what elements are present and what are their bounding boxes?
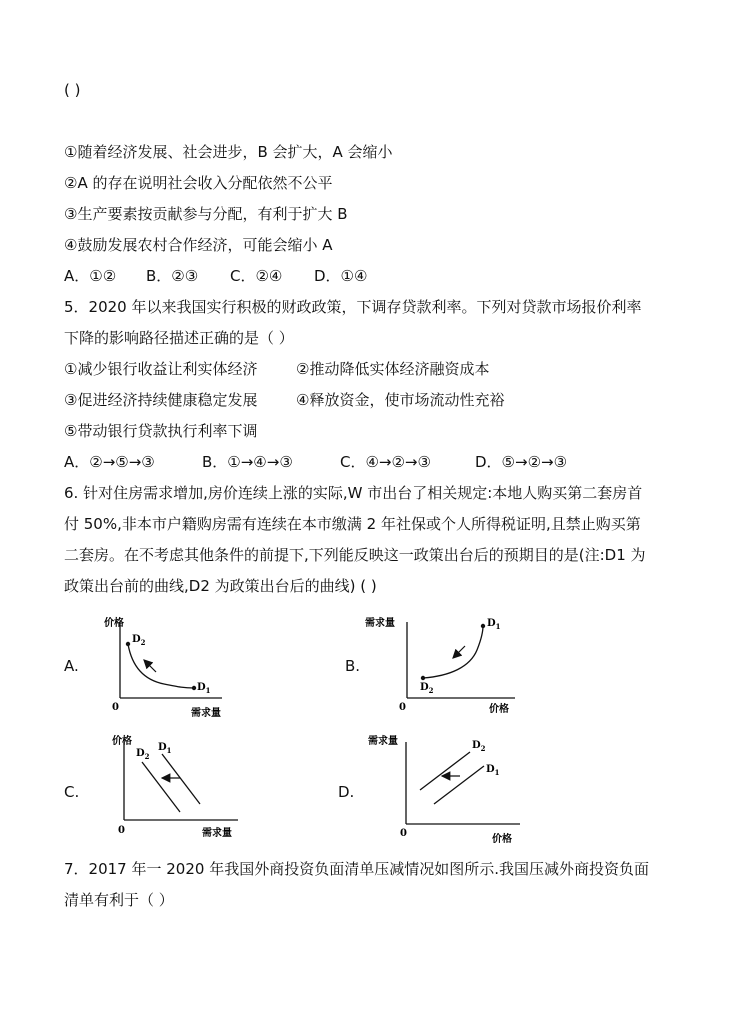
q5-item-2: ②推动降低实体经济融资成本 [296, 360, 490, 378]
q4-option-d: D．①④ [314, 267, 368, 285]
q4-item-2: ②A 的存在说明社会收入分配依然不公平 [64, 174, 333, 192]
q5-item-3: ③促进经济持续健康稳定发展 [64, 391, 258, 409]
graph-a-curve [128, 644, 194, 688]
graph-c-x-label: 需求量 [202, 828, 232, 839]
q4-item-3: ③生产要素按贡献参与分配，有利于扩大 B [64, 205, 348, 223]
q6-stem-line-2: 付 50%,非本市户籍购房需有连续在本市缴满 2 年社保或个人所得税证明,且禁止购买第 [64, 515, 641, 533]
q7-stem-line-2: 清单有利于（ ） [64, 891, 174, 909]
q6-stem-line-4: 政策出台前的曲线,D2 为政策出台后的曲线) ( ) [64, 577, 377, 595]
q5-item-4: ④释放资金，使市场流动性充裕 [296, 391, 505, 409]
q6-graph-a [104, 612, 234, 720]
q6-choice-a-label: A. [64, 657, 79, 675]
q4-option-a: A．①② [64, 267, 117, 285]
q6-choice-c-label: C. [64, 783, 80, 801]
graph-a-y-label: 价格 [104, 618, 124, 629]
graph-d-label-d1: $D_1$ [486, 764, 500, 777]
q4-item-1: ①随着经济发展、社会进步，B 会扩大，A 会缩小 [64, 143, 393, 161]
graph-a-origin: 0 [112, 702, 119, 713]
graph-a-x-label: 需求量 [191, 708, 221, 719]
graph-a-point-d1 [192, 686, 196, 690]
q4-item-4: ④鼓励发展农村合作经济，可能会缩小 A [64, 236, 333, 254]
graph-c-label-d1: $D_1$ [158, 742, 172, 755]
graph-c-origin: 0 [118, 825, 125, 836]
q5-option-d: D．⑤→②→③ [475, 453, 568, 471]
graph-c-y-label: 价格 [112, 736, 132, 747]
graph-b-y-label: 需求量 [365, 618, 395, 629]
q6-choice-d-label: D. [338, 783, 355, 801]
graph-d-y-label: 需求量 [368, 736, 398, 747]
q6-stem-line-1: 6. 针对住房需求增加,房价连续上涨的实际,W 市出台了相关规定:本地人购买第二套房首 [64, 484, 643, 502]
graph-d-x-label: 价格 [492, 834, 512, 845]
graph-b-point-d2 [421, 676, 425, 680]
q4-answer-bracket: ( ) [64, 81, 81, 99]
q5-items-row-2 [64, 390, 504, 410]
graph-b-point-d1 [481, 624, 485, 628]
graph-a-shift-arrow [144, 660, 156, 672]
graph-b-curve [423, 626, 483, 678]
q6-graph-d [368, 730, 528, 846]
q5-item-1: ①减少银行收益让利实体经济 [64, 360, 258, 378]
graph-b-origin: 0 [399, 702, 406, 713]
q5-stem-line-2: 下降的影响路径描述正确的是（ ） [64, 329, 294, 347]
graph-a-point-d2 [126, 642, 130, 646]
q5-options [64, 452, 567, 472]
graph-b-label-d1: $D_1$ [487, 618, 501, 631]
graph-d-line-d1 [434, 766, 484, 804]
graph-c-label-d2: $D_2$ [136, 748, 150, 761]
q4-option-c: C．②④ [230, 267, 283, 285]
q5-stem-line-1: 5．2020 年以来我国实行积极的财政政策，下调存贷款利率。下列对贷款市场报价利率 [64, 298, 642, 316]
q5-option-a: A．②→⑤→③ [64, 453, 155, 471]
graph-d-line-d2 [420, 752, 470, 790]
graph-b-shift-arrow [453, 646, 465, 658]
q5-items-row-1 [64, 359, 489, 379]
graph-b-label-d2: $D_2$ [420, 682, 434, 695]
q4-option-b: B．②③ [146, 267, 199, 285]
graph-a-label-d1: $D_1$ [197, 682, 211, 695]
q7-stem-line-1: 7．2017 年一 2020 年我国外商投资负面清单压减情况如图所示.我国压减外商投资负面 [64, 860, 649, 878]
graph-d-label-d2: $D_2$ [472, 740, 486, 753]
q6-stem-line-3: 二套房。在不考虑其他条件的前提下,下列能反映这一政策出台后的预期目的是(注:D1 为 [64, 546, 646, 564]
q5-option-b: B．①→④→③ [202, 453, 293, 471]
q6-graph-c [112, 730, 252, 842]
q5-item-5: ⑤带动银行贷款执行利率下调 [64, 422, 258, 440]
q5-option-c: C．④→②→③ [340, 453, 431, 471]
graph-b-x-label: 价格 [489, 704, 509, 715]
q4-options [64, 266, 367, 286]
graph-d-origin: 0 [400, 828, 407, 839]
q6-graph-b [365, 612, 525, 720]
graph-a-label-d2: $D_2$ [132, 634, 146, 647]
q6-choice-b-label: B. [345, 657, 361, 675]
